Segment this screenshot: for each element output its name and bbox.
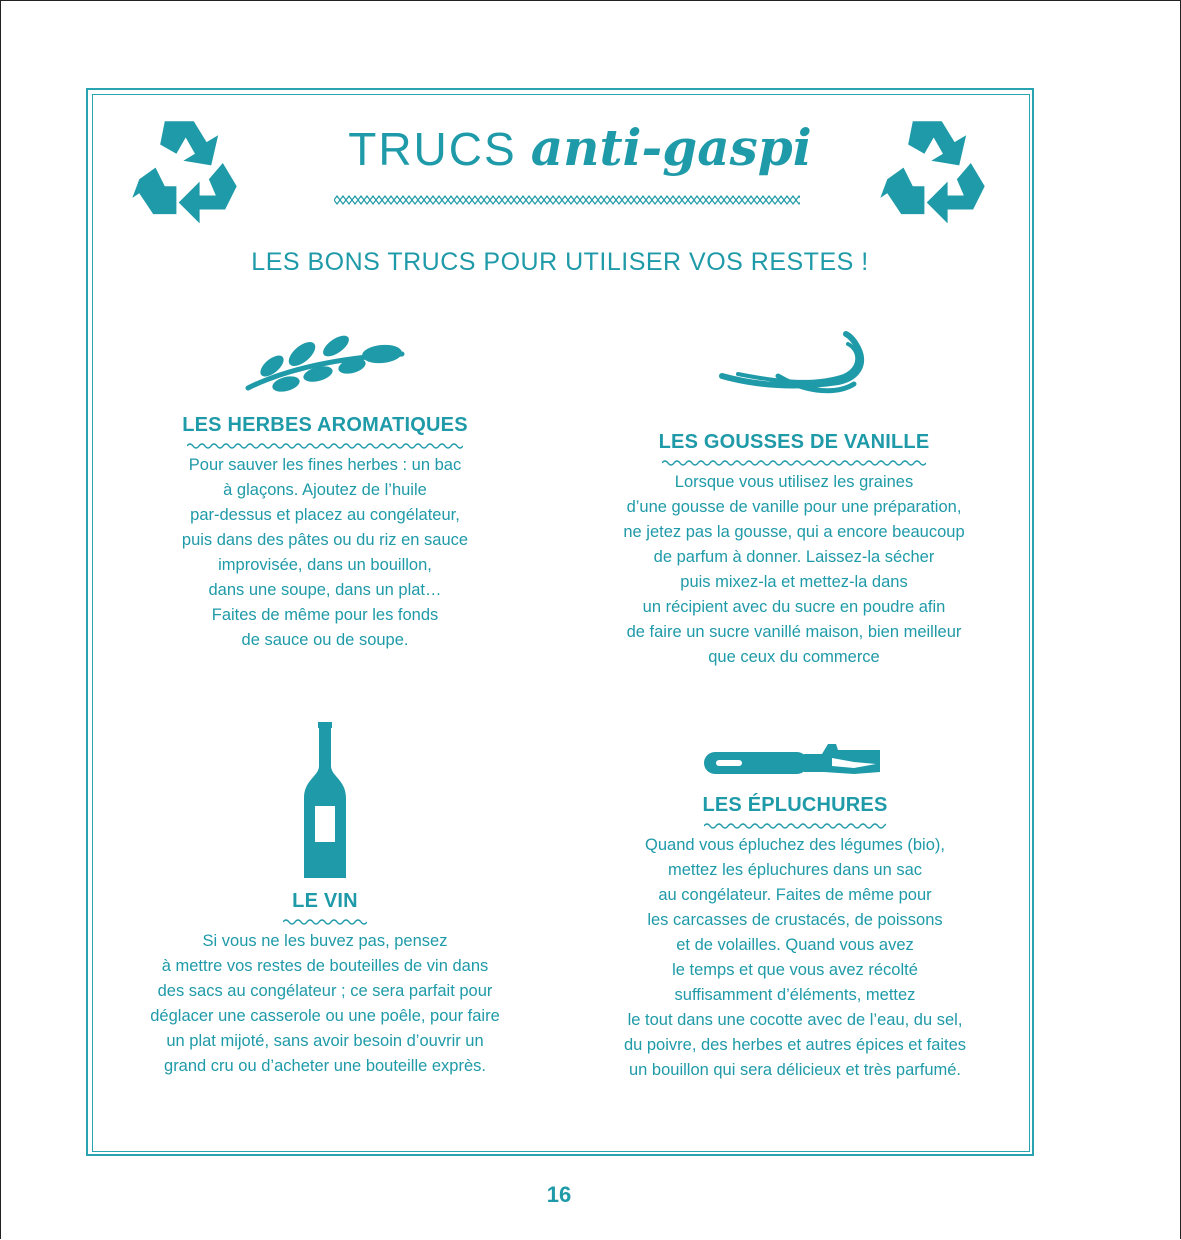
body-line: et de volailles. Quand vous avez — [676, 936, 914, 954]
recycle-icon — [130, 112, 246, 228]
wave-divider — [283, 917, 367, 927]
body-line: le tout dans une cocotte avec de l’eau, du sel, — [627, 1011, 963, 1029]
body-line: du poivre, des herbes et autres épices et faites — [623, 1036, 967, 1054]
body-line: de sauce ou de soupe. — [241, 631, 409, 649]
section-title: LES ÉPLUCHURES — [702, 794, 888, 816]
wave-divider — [662, 458, 926, 468]
body-line: ne jetez pas la gousse, qui a encore beaucoup — [623, 523, 965, 541]
body-line: un plat mijoté, sans avoir besoin d’ouvrir un — [166, 1032, 484, 1050]
body-line: que ceux du commerce — [708, 648, 880, 666]
body-line: les carcasses de crustacés, de poissons — [647, 911, 943, 929]
body-line: d’une gousse de vanille pour une préparation, — [626, 498, 962, 516]
body-line: de parfum à donner. Laissez-la sécher — [653, 548, 935, 566]
body-line: à mettre vos restes de bouteilles de vin dans — [161, 957, 489, 975]
body-line: improvisée, dans un bouillon, — [218, 556, 432, 574]
body-line: Si vous ne les buvez pas, pensez — [202, 932, 448, 950]
section-herbes — [120, 414, 530, 653]
body-line: Pour sauver les fines herbes : un bac — [188, 456, 462, 474]
vanilla-pod-icon — [718, 328, 870, 398]
body-line: Quand vous épluchez des légumes (bio), — [645, 836, 945, 854]
section-vanille — [578, 431, 1010, 670]
body-line: un bouillon qui sera délicieux et très parfumé. — [628, 1061, 962, 1079]
peeler-icon — [704, 740, 884, 780]
body-line: des sacs au congélateur ; ce sera parfait pour — [157, 982, 493, 1000]
body-line: puis mixez-la et mettez-la dans — [680, 573, 908, 591]
wave-divider — [187, 441, 463, 451]
body-line: grand cru ou d’acheter une bouteille exprès. — [164, 1057, 486, 1075]
body-line: à glaçons. Ajoutez de l’huile — [223, 481, 427, 499]
body-line: déglacer une casserole ou une poêle, pour faire — [150, 1007, 500, 1025]
body-line: Lorsque vous utilisez les graines — [674, 473, 914, 491]
title-plain: TRUCS — [348, 123, 517, 175]
section-epluchures — [574, 794, 1016, 1083]
section-title: LES GOUSSES DE VANILLE — [658, 431, 930, 453]
body-line: de faire un sucre vanillé maison, bien meilleur — [626, 623, 962, 641]
title-script: anti-gaspi — [530, 118, 812, 177]
body-line: le temps et que vous avez récolté — [672, 961, 918, 979]
wave-divider — [704, 821, 886, 831]
section-body — [112, 929, 538, 1079]
title-zigzag-divider — [334, 195, 800, 205]
section-body — [578, 470, 1010, 670]
body-line: dans une soupe, dans un plat… — [208, 581, 442, 599]
recycle-icon — [878, 112, 994, 228]
page-number: 16 — [546, 1182, 572, 1207]
section-title: LES HERBES AROMATIQUES — [182, 414, 468, 436]
body-line: suffisamment d’éléments, mettez — [674, 986, 916, 1004]
section-body — [574, 833, 1016, 1083]
body-line: au congélateur. Faites de même pour — [658, 886, 932, 904]
section-title: LE VIN — [292, 890, 358, 912]
body-line: Faites de même pour les fonds — [211, 606, 439, 624]
body-line: puis dans des pâtes ou du riz en sauce — [181, 531, 469, 549]
body-line: un récipient avec du sucre en poudre afin — [642, 598, 946, 616]
body-line: par-dessus et placez au congélateur, — [190, 506, 460, 524]
wine-bottle-icon — [302, 722, 348, 878]
body-line: mettez les épluchures dans un sac — [667, 861, 923, 879]
subtitle: LES BONS TRUCS POUR UTILISER VOS RESTES ! — [251, 248, 869, 276]
herb-sprig-icon — [244, 330, 406, 392]
section-vin — [112, 890, 538, 1079]
section-body — [120, 453, 530, 653]
